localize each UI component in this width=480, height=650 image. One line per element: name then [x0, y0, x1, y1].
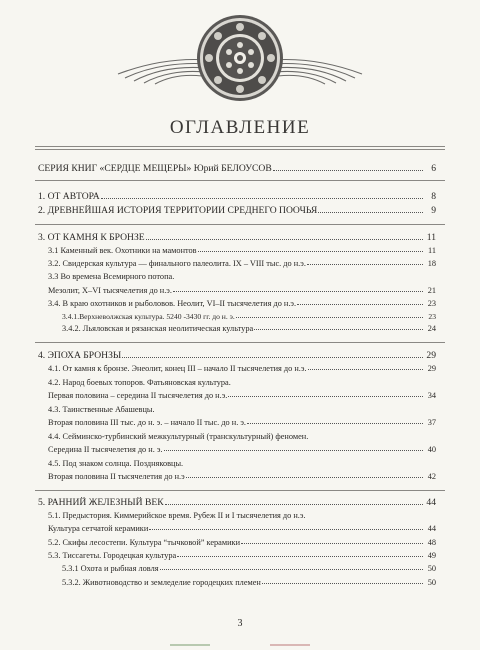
toc-entry-3-4-1[interactable]: 3.4.1.Верхневолжская культура. 5240 -3430 гг. до н. э. 23: [62, 312, 436, 321]
section-divider: [35, 490, 445, 491]
toc-entry-4-4-line1[interactable]: 4.4. Сейминско-турбинский межкультурный (транскультурный) феномен.: [48, 432, 309, 441]
toc-entry-3-1[interactable]: 3.1 Каменный век. Охотники на мамонтов 11: [48, 246, 436, 255]
toc-entry-4-3[interactable]: Вторая половина III тыс. до н. э. – начало II тыс. до н. э. 37: [48, 418, 436, 427]
toc-entry-4-1[interactable]: 4.1. От камня к бронзе. Энеолит, конец III – начало II тысячелетия до н.э. 29: [48, 364, 436, 373]
toc-entry-3-4-2[interactable]: 3.4.2. Льяловская и рязанская неолитическая культура 24: [62, 324, 436, 333]
toc-entry-4-4[interactable]: Середина II тысячелетия до н. э. 40: [48, 445, 436, 454]
title-divider-top: [35, 146, 445, 147]
medallion-emblem: [197, 15, 283, 101]
toc-entry-5-3-1[interactable]: 5.3.1 Охота и рыбная ловля 50: [62, 564, 436, 573]
toc-entry-4[interactable]: 4. ЭПОХА БРОНЗЫ 29: [38, 350, 436, 361]
toc-entry-5-3[interactable]: 5.3. Тиссагеты. Городецкая культура 49: [48, 551, 436, 560]
toc-entry-2[interactable]: 2. ДРЕВНЕЙШАЯ ИСТОРИЯ ТЕРРИТОРИИ СРЕДНЕГО ПООЧЬЯ 9: [38, 205, 436, 216]
footer-bar-left: [170, 644, 210, 646]
toc-entry-3-2[interactable]: 3.2. Свидерская культура — финального палеолита. IX – VIII тыс. до н.э. 18: [48, 259, 436, 268]
toc-entry-4-5[interactable]: Вторая половина II тысячелетия до н.э 42: [48, 472, 436, 481]
toc-entry-5-3-2[interactable]: 5.3.2. Животноводство и земледелие городецких племен 50: [62, 578, 436, 587]
section-divider: [35, 224, 445, 225]
toc-entry-4-3-line1[interactable]: 4.3. Таинственные Абашевцы.: [48, 405, 155, 414]
title-divider-bottom: [35, 149, 445, 150]
footer-bar-right: [270, 644, 310, 646]
right-wing-ornament: [272, 60, 362, 84]
toc-entry-1[interactable]: 1. ОТ АВТОРА 8: [38, 191, 436, 202]
toc-entry-4-2-line1[interactable]: 4.2. Народ боевых топоров. Фатьяновская культура.: [48, 378, 231, 387]
toc-entry-4-2[interactable]: Первая половина – середина II тысячелетия до н.э. 34: [48, 391, 436, 400]
section-divider: [35, 342, 445, 343]
toc-entry-3-3[interactable]: Мезолит, X–VI тысячелетия до н.э. 21: [48, 286, 436, 295]
toc-entry-5-1[interactable]: Культура сетчатой керамики 44: [48, 524, 436, 533]
page-number: 3: [237, 618, 243, 629]
toc-entry-5-2[interactable]: 5.2. Скифы лесостепи. Культура “тычковой” керамики 48: [48, 538, 436, 547]
toc-entry-4-5-line1[interactable]: 4.5. Под знаком солнца. Поздняковцы.: [48, 459, 184, 468]
header-ornament: [0, 0, 480, 115]
toc-entry-5-1-line1[interactable]: 5.1. Предыстория. Киммерийское время. Рубеж II и I тысячелетия до н.э.: [48, 511, 306, 520]
toc-entry-series[interactable]: СЕРИЯ КНИГ «СЕРДЦЕ МЕЩЕРЫ» Юрий БЕЛОУСОВ 6: [38, 163, 436, 174]
toc-entry-3-3-line1[interactable]: 3.3 Во времена Всемирного потопа.: [48, 272, 175, 281]
page-title: ОГЛАВЛЕНИЕ: [169, 117, 311, 138]
left-wing-ornament: [118, 60, 208, 84]
section-divider: [35, 180, 445, 181]
toc-entry-3[interactable]: 3. ОТ КАМНЯ К БРОНЗЕ 11: [38, 232, 436, 243]
toc-entry-3-4[interactable]: 3.4. В краю охотников и рыболовов. Неолит, VI–II тысячелетия до н.э. 23: [48, 299, 436, 308]
toc-entry-5[interactable]: 5. РАННИЙ ЖЕЛЕЗНЫЙ ВЕК 44: [38, 497, 436, 508]
